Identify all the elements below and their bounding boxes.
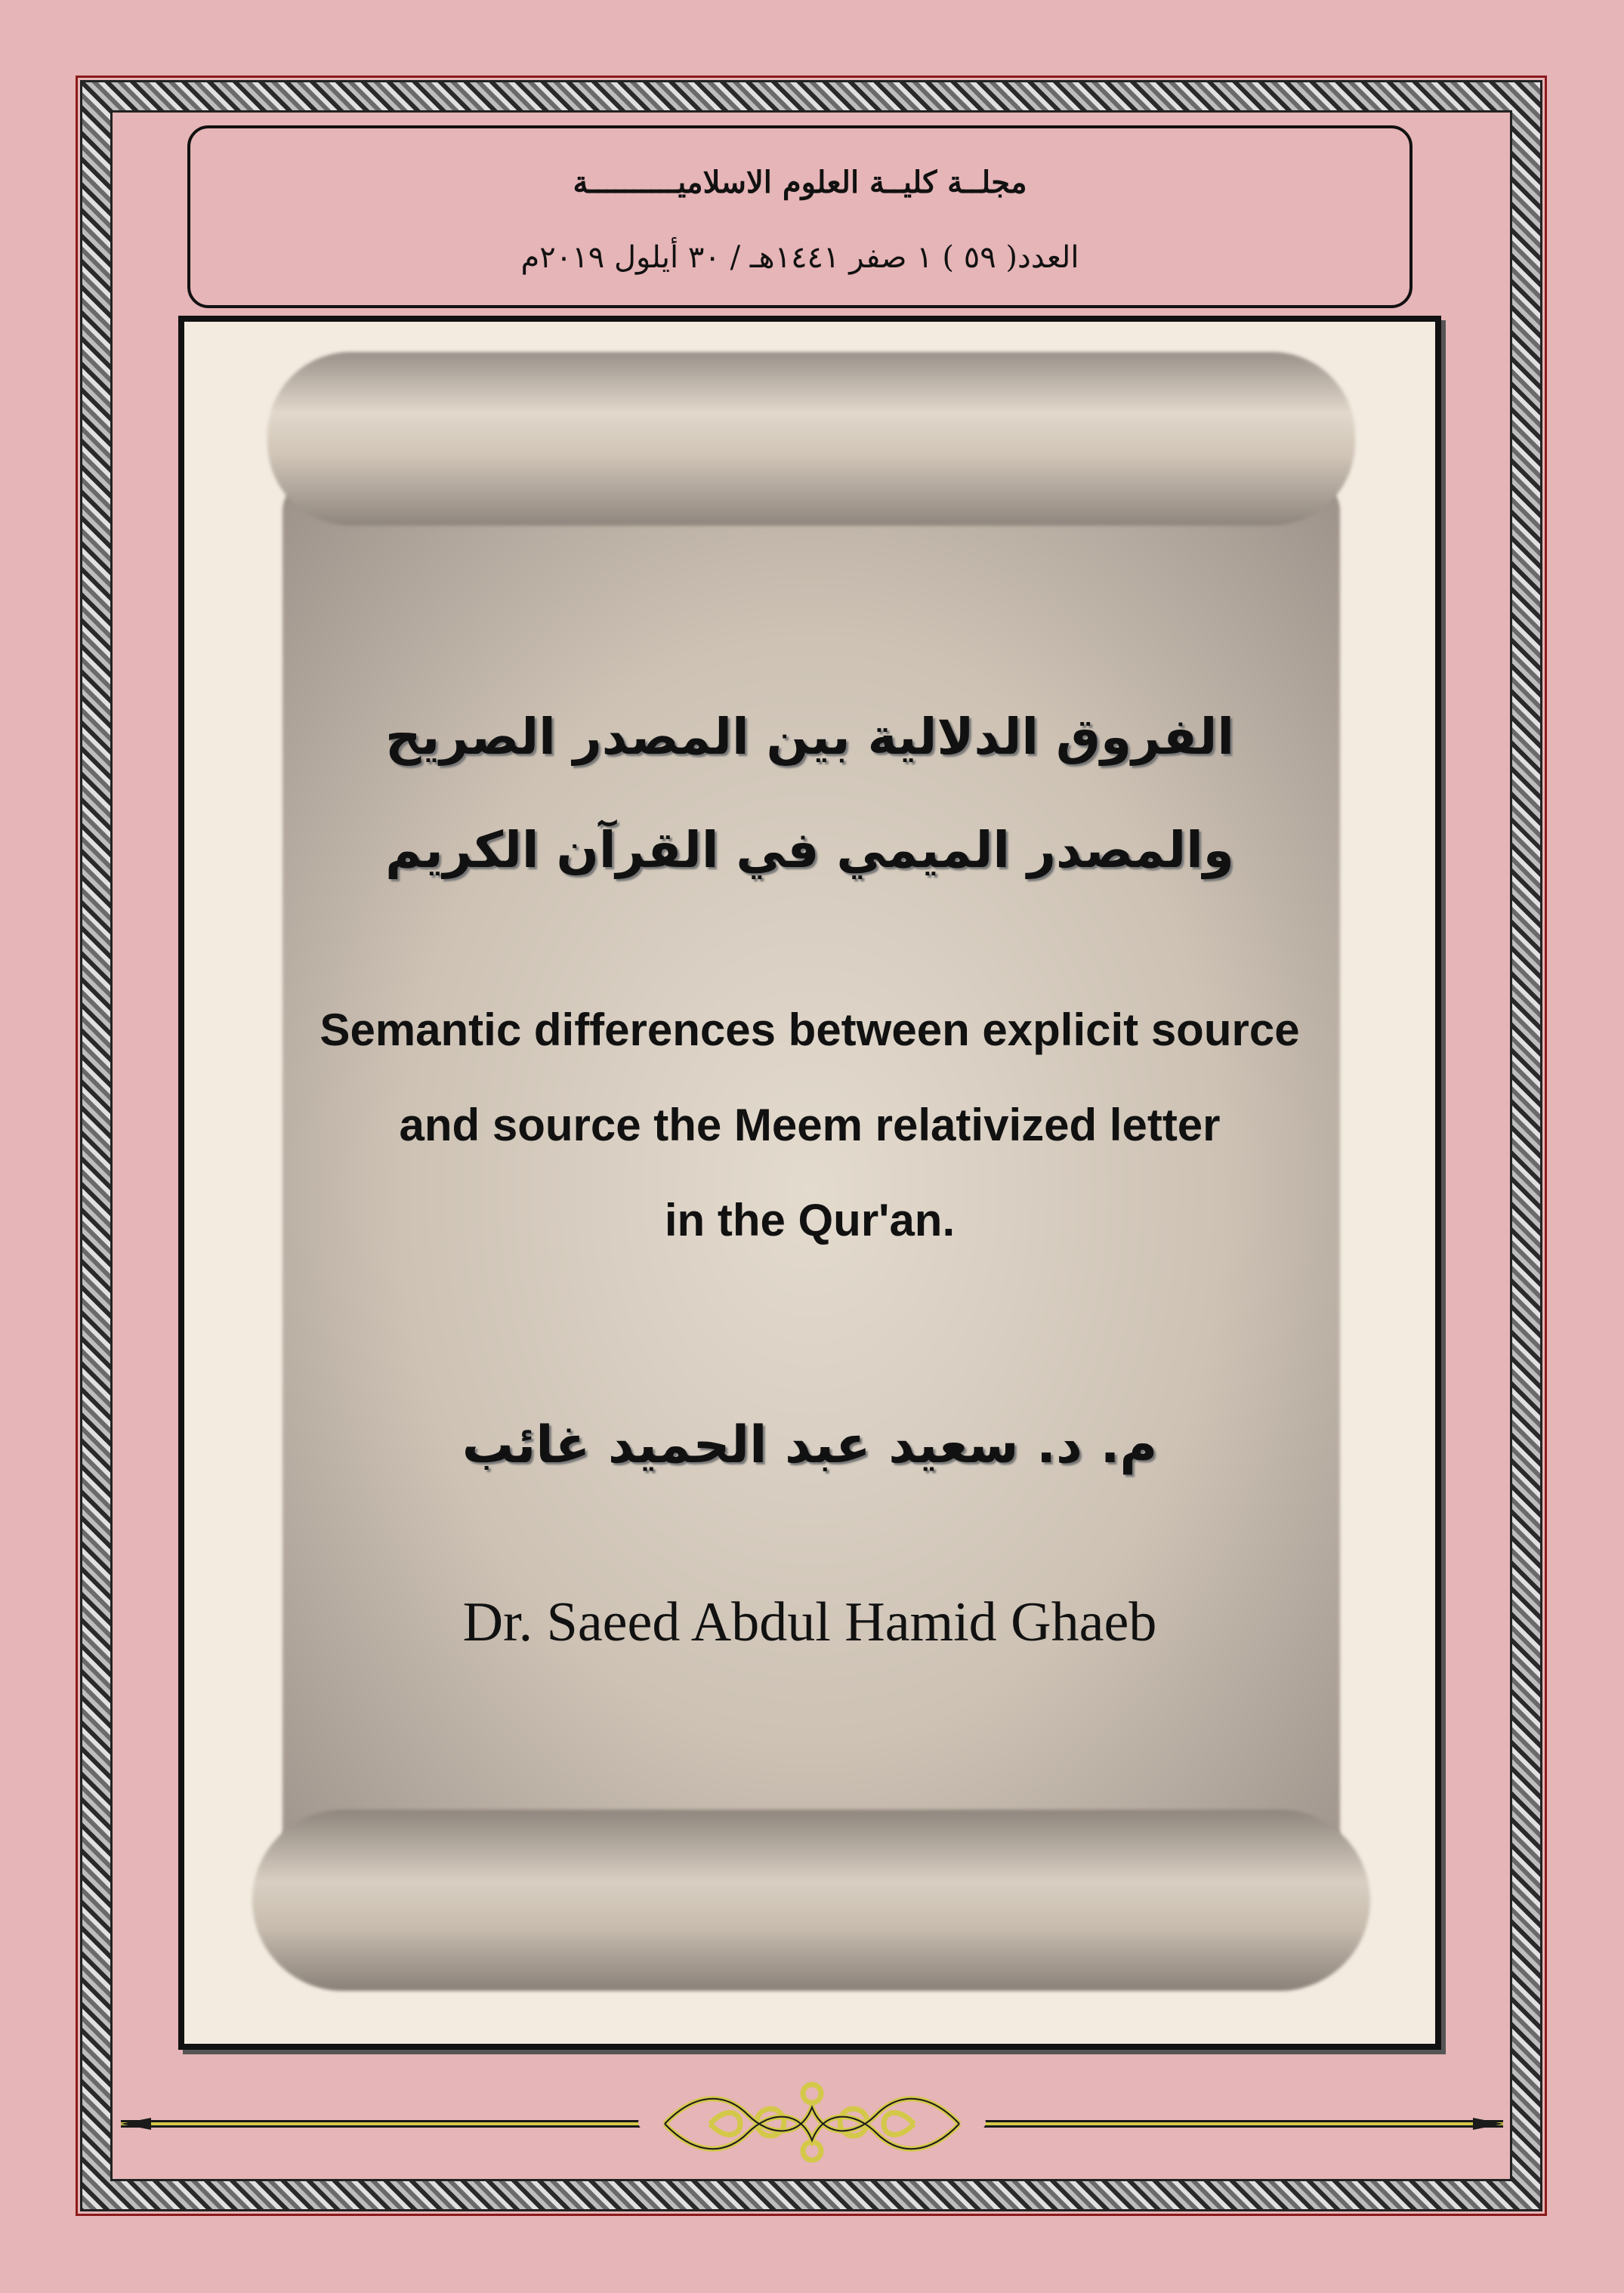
arabic-article-title xyxy=(184,680,1435,907)
english-article-title xyxy=(184,983,1435,1268)
english-title-line-2: and source the Meem relativized letter xyxy=(399,1100,1221,1150)
arabic-title-line-1: الفروق الدلالية بين المصدر الصريح xyxy=(384,708,1235,766)
title-panel xyxy=(178,316,1441,2050)
english-title-line-3: in the Qur'an. xyxy=(664,1195,956,1245)
english-author-name: Dr. Saeed Abdul Hamid Ghaeb xyxy=(462,1591,1157,1653)
journal-header xyxy=(187,125,1413,308)
english-title-line-1: Semantic differences between explicit source xyxy=(320,1005,1300,1055)
arabic-title-line-2: والمصدر الميمي في القرآن الكريم xyxy=(385,821,1234,879)
scroll-bottom-roll xyxy=(252,1810,1370,1991)
issue-info: العدد( ٥٩ ) ١ صفر ١٤٤١هـ / ٣٠ أيلول ٢٠١٩م xyxy=(520,240,1079,275)
bottom-ornament-divider xyxy=(121,2077,1503,2168)
arabic-author-name: م. د. سعيد عبد الحميد غائب xyxy=(462,1415,1158,1475)
scroll-top-roll xyxy=(267,352,1355,526)
journal-name: مجلــة كليــة العلوم الاسلاميــــــــــة xyxy=(573,165,1027,200)
